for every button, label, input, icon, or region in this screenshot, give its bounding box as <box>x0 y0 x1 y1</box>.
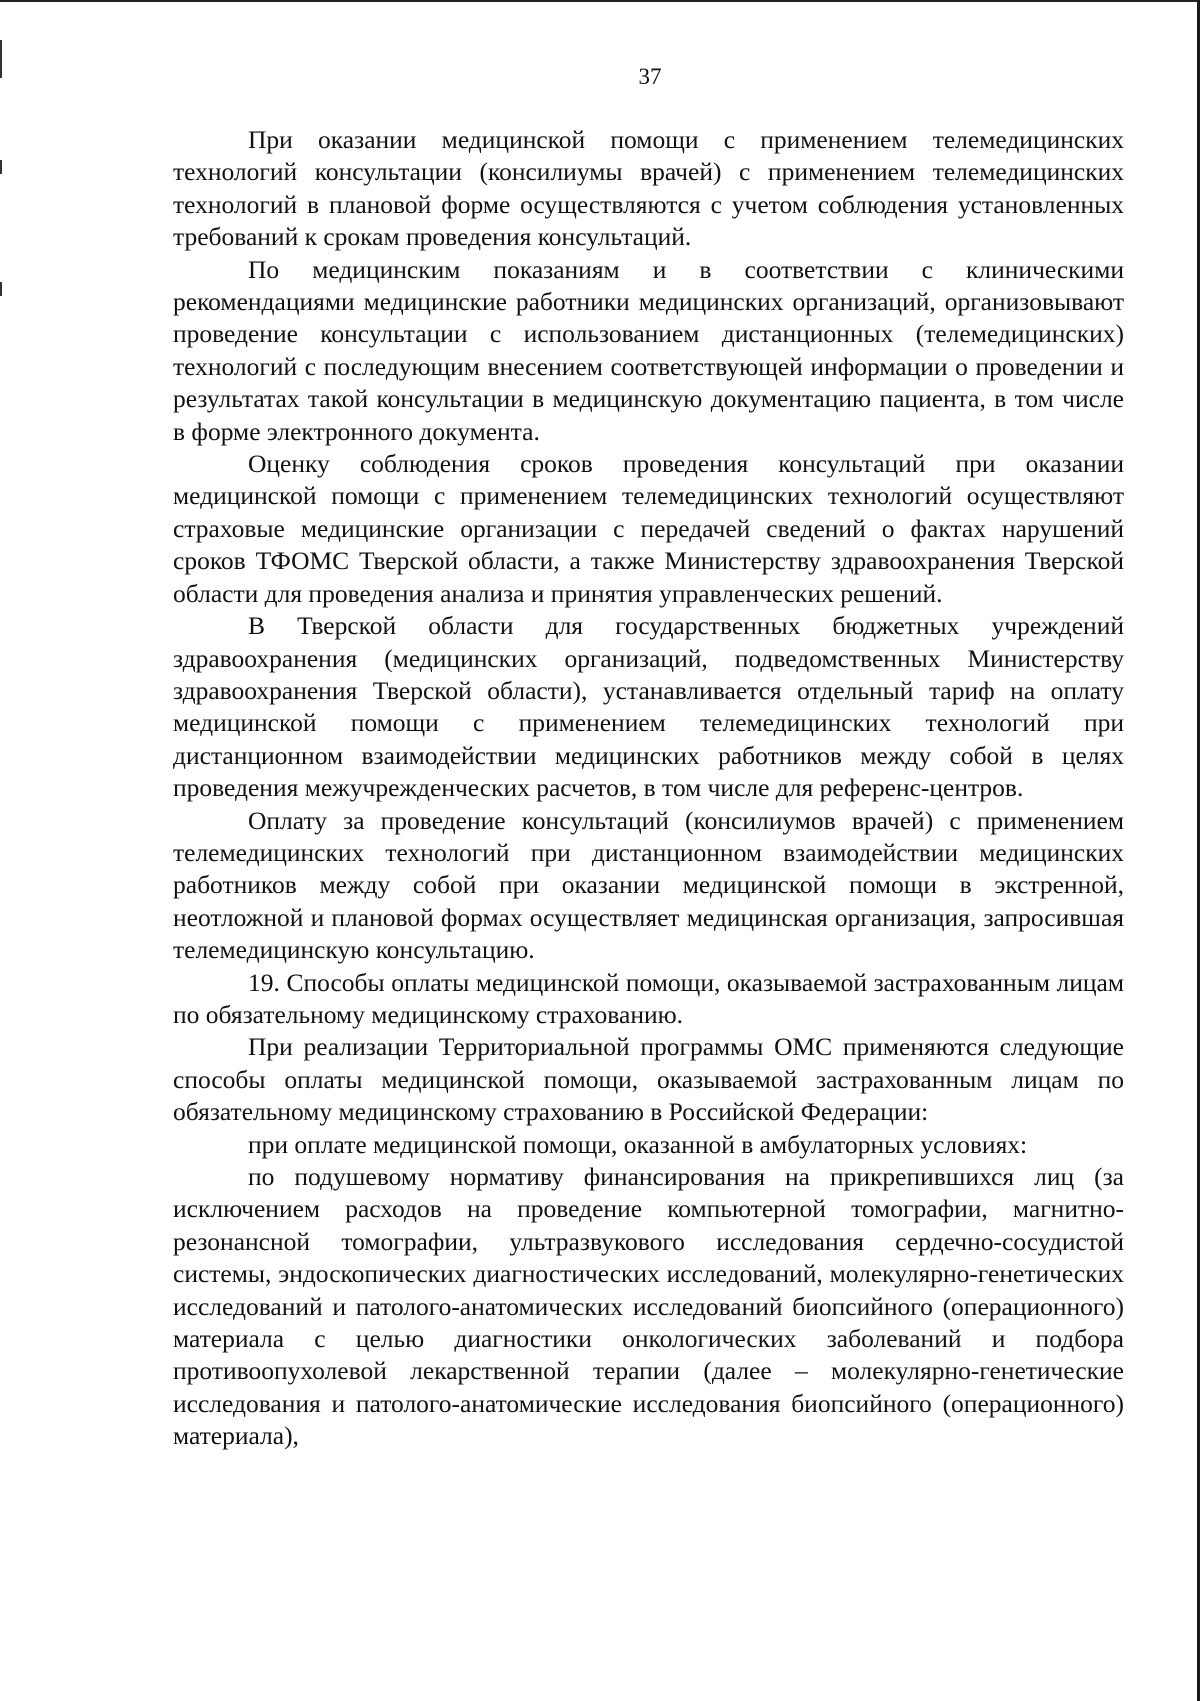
paragraph-tariff: В Тверской области для государственных бюджетных учреждений здравоохранения (медицинских организаций, подведомственных Министерству здравоохранения Тверской области), устанавливается отдельный тариф на оплату медицинской помощи с применением телемедицинских технологий при дистанционном взаимодействии медицинских работников между собой в целях проведения межучрежденческих расчетов, в том числе для референс-центров. <box>173 611 1124 803</box>
paragraph-telemedicine-consultations: При оказании медицинской помощи с применением телемедицинских технологий консультации (консилиумы врачей) с применением телемедицинских технологий в плановой форме осуществляются с учетом соблюдения установленных требований к срокам проведения консультаций. <box>173 125 1124 252</box>
paragraph-medical-indications: По медицинским показаниям и в соответствии с клиническими рекомендациями медицинские работники медицинских организаций, организовывают проведение консультации с использованием дистанционных (телемедицинских) технологий с последующим внесением соответствующей информации о проведении и результатах такой консультации в медицинскую документацию пациента, в том числе в форме электронного документа. <box>173 254 1124 446</box>
paragraph-section-19-heading: 19. Способы оплаты медицинской помощи, оказываемой застрахованным лицам по обязательному медицинскому страхованию. <box>173 967 1124 1029</box>
scan-edge-top <box>0 0 1200 2</box>
scan-margin-mark <box>0 282 2 296</box>
page-number: 37 <box>638 64 662 89</box>
document-body <box>173 124 1124 1453</box>
scan-margin-mark <box>0 160 2 174</box>
paragraph-per-capita-standard: по подушевому нормативу финансирования на прикрепившихся лиц (за исключением расходов на проведение компьютерной томографии, магнитно-резонансной томографии, ультразвукового исследования сердечно-сосудистой системы, эндоскопических диагностических исследований, молекулярно-генетических исследований и патолого-анатомических исследований биопсийного (операционного) материала с целью диагностики онкологических заболеваний и подбора противоопухолевой лекарственной терапии (далее – молекулярно-генетические исследования и патолого-анатомические исследования биопсийного (операционного) материала), <box>173 1162 1124 1451</box>
paragraph-outpatient-conditions: при оплате медицинской помощи, оказанной в амбулаторных условиях: <box>248 1129 1028 1159</box>
paragraph-payment-methods-intro: При реализации Территориальной программы ОМС применяются следующие способы оплаты медицинской помощи, оказываемой застрахованным лицам по обязательному медицинскому страхованию в Российской Федерации: <box>173 1032 1124 1127</box>
paragraph-timing-assessment: Оценку соблюдения сроков проведения консультаций при оказании медицинской помощи с применением телемедицинских технологий осуществляют страховые медицинские организации с передачей сведений о фактах нарушений сроков ТФОМС Тверской области, а также Министерству здравоохранения Тверской области для проведения анализа и принятия управленческих решений. <box>173 449 1124 608</box>
paragraph-payment: Оплату за проведение консультаций (консилиумов врачей) с применением телемедицинских технологий при дистанционном взаимодействии медицинских работников между собой при оказании медицинской помощи в экстренной, неотложной и плановой формах осуществляет медицинская организация, запросившая телемедицинскую консультацию. <box>173 805 1124 965</box>
